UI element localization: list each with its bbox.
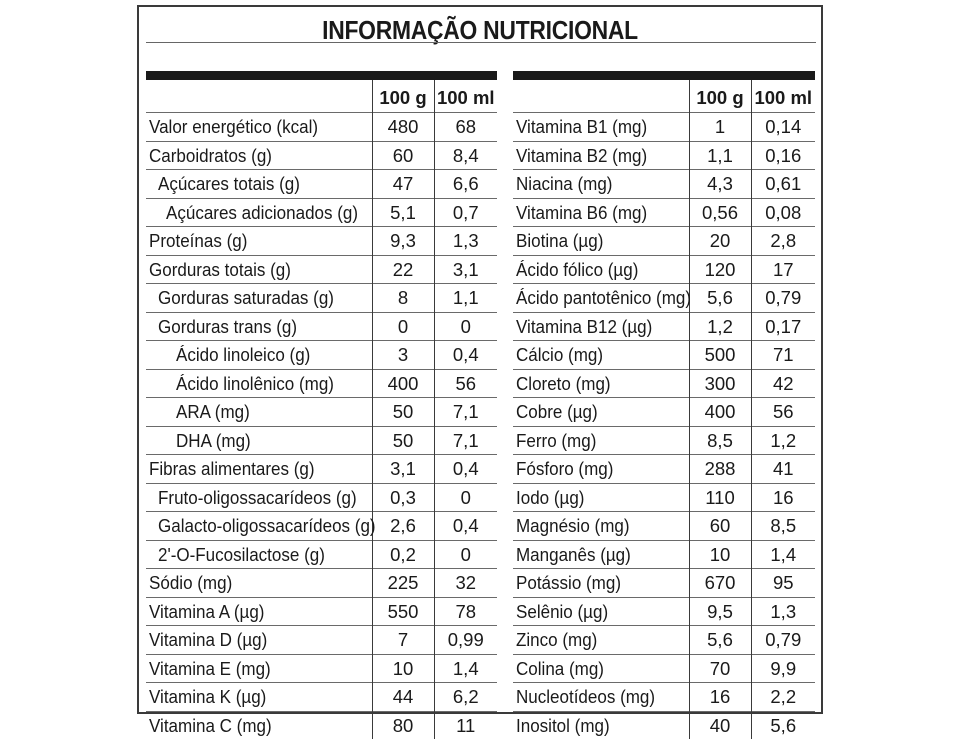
nutrient-label: Zinco (mg)	[516, 626, 597, 654]
nutrient-label: Proteínas (g)	[149, 227, 247, 255]
nutrient-label: Cobre (µg)	[516, 398, 598, 426]
nutrient-name	[146, 483, 372, 512]
value-per-100g: 60	[689, 512, 751, 541]
value-per-100g: 16	[689, 683, 751, 712]
value-per-100ml: 6,6	[434, 170, 497, 199]
nutrition-table-right	[513, 80, 815, 739]
column-header-100ml: 100 ml	[751, 80, 815, 113]
value-per-100ml: 3,1	[434, 255, 497, 284]
value-per-100g: 47	[372, 170, 434, 199]
table-row	[513, 654, 815, 683]
nutrient-label: Magnésio (mg)	[516, 512, 630, 540]
value-per-100ml: 0,08	[751, 198, 815, 227]
table-row	[146, 512, 497, 541]
value-per-100g: 0	[372, 312, 434, 341]
nutrient-label: Gorduras totais (g)	[149, 256, 291, 284]
value-per-100ml: 71	[751, 341, 815, 370]
nutrient-label: Vitamina B2 (mg)	[516, 142, 647, 170]
nutrient-label: Sódio (mg)	[149, 569, 232, 597]
value-per-100ml: 95	[751, 569, 815, 598]
table-row	[513, 284, 815, 313]
value-per-100g: 1,1	[689, 141, 751, 170]
value-per-100g: 5,6	[689, 626, 751, 655]
table-row	[513, 626, 815, 655]
table-row	[146, 227, 497, 256]
nutrient-label: Vitamina K (µg)	[149, 683, 266, 711]
nutrient-name	[146, 654, 372, 683]
table-row	[146, 341, 497, 370]
value-per-100g: 1,2	[689, 312, 751, 341]
value-per-100ml: 1,3	[434, 227, 497, 256]
nutrient-name	[513, 626, 689, 655]
nutrient-name	[146, 170, 372, 199]
nutrient-label: Açúcares totais (g)	[158, 170, 300, 198]
nutrient-name	[513, 227, 689, 256]
table-row	[513, 512, 815, 541]
nutrient-label: Nucleotídeos (mg)	[516, 683, 655, 711]
nutrient-name	[513, 170, 689, 199]
value-per-100ml: 7,1	[434, 426, 497, 455]
nutrient-name	[513, 341, 689, 370]
value-per-100g: 120	[689, 255, 751, 284]
nutrient-label: Ácido linoleico (g)	[176, 341, 310, 369]
right-nutrition-table	[513, 71, 815, 739]
value-per-100g: 670	[689, 569, 751, 598]
table-row	[146, 597, 497, 626]
value-per-100g: 550	[372, 597, 434, 626]
table-header-row	[146, 80, 497, 113]
value-per-100g: 50	[372, 426, 434, 455]
nutrient-name	[146, 626, 372, 655]
value-per-100g: 10	[372, 654, 434, 683]
value-per-100g: 70	[689, 654, 751, 683]
nutrient-label: Gorduras saturadas (g)	[158, 284, 334, 312]
value-per-100g: 10	[689, 540, 751, 569]
nutrient-name	[146, 369, 372, 398]
nutrient-name	[513, 683, 689, 712]
table-row	[146, 312, 497, 341]
value-per-100ml: 0,7	[434, 198, 497, 227]
value-per-100g: 400	[372, 369, 434, 398]
nutrient-label: Ácido fólico (µg)	[516, 256, 638, 284]
value-per-100ml: 2,2	[751, 683, 815, 712]
nutrient-label: Carboidratos (g)	[149, 142, 272, 170]
nutrient-label: Vitamina B12 (µg)	[516, 313, 652, 341]
nutrient-name	[146, 540, 372, 569]
value-per-100ml: 1,3	[751, 597, 815, 626]
nutrient-label: Cloreto (mg)	[516, 370, 611, 398]
table-row	[513, 483, 815, 512]
nutrient-name	[146, 312, 372, 341]
nutrient-name	[146, 113, 372, 142]
nutrient-name	[513, 198, 689, 227]
value-per-100ml: 5,6	[751, 711, 815, 739]
value-per-100ml: 0	[434, 312, 497, 341]
nutrient-label: Inositol (mg)	[516, 712, 610, 739]
table-row	[513, 141, 815, 170]
table-row	[146, 711, 497, 739]
value-per-100g: 480	[372, 113, 434, 142]
nutrient-label: Gorduras trans (g)	[158, 313, 297, 341]
value-per-100g: 5,6	[689, 284, 751, 313]
value-per-100g: 44	[372, 683, 434, 712]
nutrient-label: Fruto-oligossacarídeos (g)	[158, 484, 357, 512]
value-per-100g: 400	[689, 398, 751, 427]
value-per-100g: 0,2	[372, 540, 434, 569]
title-divider	[146, 42, 816, 43]
value-per-100ml: 0,16	[751, 141, 815, 170]
value-per-100g: 4,3	[689, 170, 751, 199]
value-per-100ml: 78	[434, 597, 497, 626]
value-per-100ml: 1,4	[751, 540, 815, 569]
value-per-100ml: 0	[434, 540, 497, 569]
nutrient-label: Fibras alimentares (g)	[149, 455, 315, 483]
nutrient-name	[146, 341, 372, 370]
table-row	[513, 569, 815, 598]
table-row	[513, 227, 815, 256]
value-per-100ml: 11	[434, 711, 497, 739]
nutrient-name	[513, 369, 689, 398]
table-row	[146, 626, 497, 655]
value-per-100ml: 0,4	[434, 512, 497, 541]
value-per-100ml: 0,14	[751, 113, 815, 142]
nutrient-name	[146, 227, 372, 256]
nutrient-name	[146, 683, 372, 712]
nutrient-name	[513, 654, 689, 683]
value-per-100ml: 32	[434, 569, 497, 598]
column-header-100g: 100 g	[689, 80, 751, 113]
value-per-100ml: 56	[751, 398, 815, 427]
value-per-100g: 110	[689, 483, 751, 512]
table-row	[513, 597, 815, 626]
value-per-100ml: 0,4	[434, 341, 497, 370]
nutrient-label: 2'-O-Fucosilactose (g)	[158, 541, 325, 569]
value-per-100g: 3,1	[372, 455, 434, 484]
nutrient-name	[513, 312, 689, 341]
nutrient-name	[513, 426, 689, 455]
value-per-100g: 50	[372, 398, 434, 427]
value-per-100ml: 0,61	[751, 170, 815, 199]
page-title: INFORMAÇÃO NUTRICIONAL	[180, 15, 780, 46]
table-row	[146, 170, 497, 199]
table-row	[146, 113, 497, 142]
nutrient-name	[513, 711, 689, 739]
nutrient-label: Ácido linolênico (mg)	[176, 370, 334, 398]
value-per-100ml: 16	[751, 483, 815, 512]
value-per-100g: 500	[689, 341, 751, 370]
nutrient-label: Ferro (mg)	[516, 427, 596, 455]
nutrient-label: Manganês (µg)	[516, 541, 631, 569]
table-row	[146, 683, 497, 712]
nutrient-label: Galacto-oligossacarídeos (g)	[158, 512, 376, 540]
nutrient-name	[513, 455, 689, 484]
nutrient-label: Vitamina E (mg)	[149, 655, 271, 683]
value-per-100g: 8	[372, 284, 434, 313]
value-per-100ml: 9,9	[751, 654, 815, 683]
table-row	[146, 654, 497, 683]
value-per-100ml: 42	[751, 369, 815, 398]
value-per-100g: 0,3	[372, 483, 434, 512]
nutrient-label: Vitamina B1 (mg)	[516, 113, 647, 141]
table-header-row	[513, 80, 815, 113]
table-top-bar	[146, 71, 497, 80]
value-per-100ml: 0,79	[751, 284, 815, 313]
nutrient-name	[146, 512, 372, 541]
nutrition-facts-panel	[137, 5, 823, 714]
table-top-bar	[513, 71, 815, 80]
table-row	[513, 711, 815, 739]
table-row	[146, 198, 497, 227]
value-per-100g: 80	[372, 711, 434, 739]
value-per-100ml: 7,1	[434, 398, 497, 427]
value-per-100ml: 0	[434, 483, 497, 512]
table-row	[146, 455, 497, 484]
value-per-100g: 22	[372, 255, 434, 284]
value-per-100g: 288	[689, 455, 751, 484]
table-row	[513, 255, 815, 284]
nutrient-label: Vitamina C (mg)	[149, 712, 272, 739]
nutrient-label: Niacina (mg)	[516, 170, 612, 198]
table-row	[146, 483, 497, 512]
table-row	[146, 284, 497, 313]
column-header-nutrient	[146, 80, 372, 113]
value-per-100g: 1	[689, 113, 751, 142]
value-per-100g: 7	[372, 626, 434, 655]
nutrient-label: Valor energético (kcal)	[149, 113, 318, 141]
column-header-100g: 100 g	[372, 80, 434, 113]
value-per-100g: 60	[372, 141, 434, 170]
table-row	[513, 398, 815, 427]
nutrient-name	[146, 569, 372, 598]
nutrition-table-left	[146, 80, 497, 739]
table-row	[146, 426, 497, 455]
column-header-100ml: 100 ml	[434, 80, 497, 113]
nutrient-name	[146, 255, 372, 284]
nutrient-name	[513, 540, 689, 569]
table-row	[146, 255, 497, 284]
table-row	[513, 198, 815, 227]
nutrient-name	[146, 141, 372, 170]
nutrient-name	[513, 398, 689, 427]
nutrient-name	[146, 398, 372, 427]
value-per-100ml: 17	[751, 255, 815, 284]
nutrient-name	[146, 198, 372, 227]
nutrient-label: DHA (mg)	[176, 427, 251, 455]
value-per-100ml: 1,4	[434, 654, 497, 683]
value-per-100g: 0,56	[689, 198, 751, 227]
table-row	[513, 426, 815, 455]
table-row	[513, 369, 815, 398]
value-per-100g: 300	[689, 369, 751, 398]
value-per-100g: 225	[372, 569, 434, 598]
value-per-100ml: 0,79	[751, 626, 815, 655]
value-per-100ml: 8,4	[434, 141, 497, 170]
table-row	[146, 369, 497, 398]
table-row	[146, 398, 497, 427]
table-row	[513, 683, 815, 712]
nutrient-name	[513, 512, 689, 541]
table-row	[513, 312, 815, 341]
nutrient-label: Selênio (µg)	[516, 598, 608, 626]
nutrient-label: Vitamina A (µg)	[149, 598, 264, 626]
value-per-100g: 2,6	[372, 512, 434, 541]
table-row	[513, 170, 815, 199]
value-per-100ml: 0,99	[434, 626, 497, 655]
left-nutrition-table	[146, 71, 497, 739]
nutrient-name	[513, 141, 689, 170]
table-row	[513, 341, 815, 370]
nutrient-label: Biotina (µg)	[516, 227, 603, 255]
value-per-100g: 8,5	[689, 426, 751, 455]
nutrient-name	[146, 426, 372, 455]
nutrient-name	[146, 284, 372, 313]
value-per-100g: 9,3	[372, 227, 434, 256]
value-per-100ml: 8,5	[751, 512, 815, 541]
nutrient-label: Açúcares adicionados (g)	[166, 199, 358, 227]
value-per-100g: 20	[689, 227, 751, 256]
nutrient-name	[513, 284, 689, 313]
nutrient-label: ARA (mg)	[176, 398, 250, 426]
value-per-100g: 3	[372, 341, 434, 370]
value-per-100g: 40	[689, 711, 751, 739]
nutrient-label: Colina (mg)	[516, 655, 604, 683]
value-per-100ml: 56	[434, 369, 497, 398]
value-per-100ml: 0,4	[434, 455, 497, 484]
table-row	[146, 569, 497, 598]
nutrient-label: Fósforo (mg)	[516, 455, 613, 483]
table-row	[513, 113, 815, 142]
nutrient-name	[513, 113, 689, 142]
nutrient-label: Iodo (µg)	[516, 484, 584, 512]
value-per-100ml: 1,1	[434, 284, 497, 313]
table-row	[513, 455, 815, 484]
nutrient-name	[513, 255, 689, 284]
value-per-100ml: 2,8	[751, 227, 815, 256]
column-header-nutrient	[513, 80, 689, 113]
nutrient-label: Ácido pantotênico (mg)	[516, 284, 691, 312]
nutrient-label: Vitamina B6 (mg)	[516, 199, 647, 227]
value-per-100ml: 41	[751, 455, 815, 484]
nutrient-name	[513, 569, 689, 598]
nutrient-name	[146, 711, 372, 739]
value-per-100g: 5,1	[372, 198, 434, 227]
table-row	[146, 540, 497, 569]
value-per-100ml: 1,2	[751, 426, 815, 455]
table-row	[146, 141, 497, 170]
nutrient-name	[146, 455, 372, 484]
value-per-100ml: 0,17	[751, 312, 815, 341]
value-per-100ml: 6,2	[434, 683, 497, 712]
nutrient-name	[146, 597, 372, 626]
nutrient-name	[513, 597, 689, 626]
nutrient-label: Cálcio (mg)	[516, 341, 603, 369]
table-row	[513, 540, 815, 569]
value-per-100ml: 68	[434, 113, 497, 142]
nutrient-label: Vitamina D (µg)	[149, 626, 267, 654]
nutrient-label: Potássio (mg)	[516, 569, 621, 597]
value-per-100g: 9,5	[689, 597, 751, 626]
nutrient-name	[513, 483, 689, 512]
